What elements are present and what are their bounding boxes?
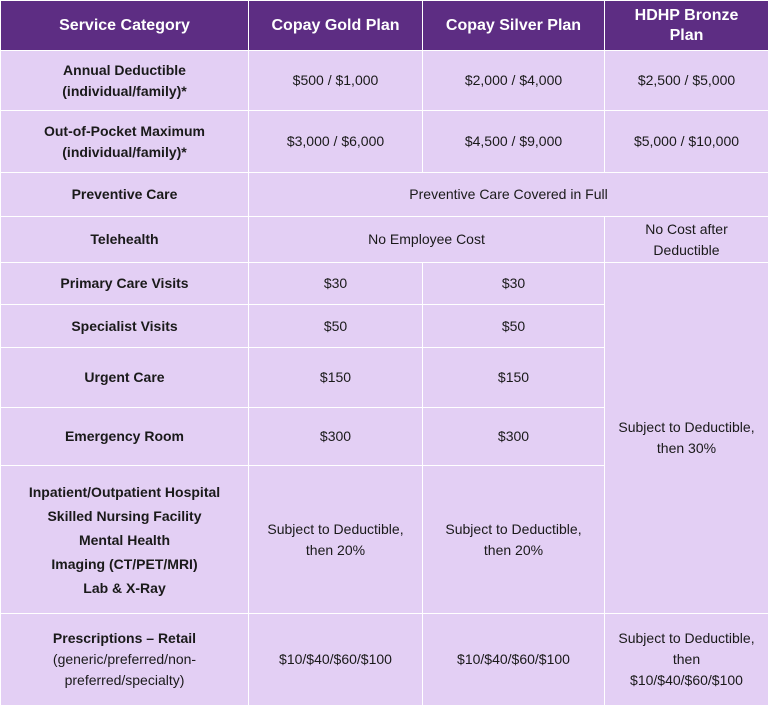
gold-deductible: $500 / $1,000 — [249, 51, 423, 111]
cell-line: Deductible — [609, 240, 764, 261]
gold-silver-telehealth: No Employee Cost — [249, 217, 605, 263]
silver-primary-care: $30 — [423, 263, 605, 305]
gold-oop: $3,000 / $6,000 — [249, 111, 423, 173]
gold-primary-care: $30 — [249, 263, 423, 305]
cell-line: Subject to Deductible, — [609, 417, 764, 438]
silver-deductible: $2,000 / $4,000 — [423, 51, 605, 111]
cell-line: then 30% — [609, 438, 764, 459]
cat-line: Inpatient/Outpatient Hospital — [5, 480, 244, 504]
gold-hospital-services — [249, 466, 423, 614]
cat-annual-deductible — [1, 51, 249, 111]
gold-urgent-care: $150 — [249, 348, 423, 408]
header-bronze-line1: HDHP Bronze — [609, 6, 764, 26]
cell-line: No Cost after — [609, 219, 764, 240]
bronze-oop: $5,000 / $10,000 — [605, 111, 768, 173]
cat-prescriptions-retail — [1, 614, 249, 706]
cat-line: Imaging (CT/PET/MRI) — [5, 552, 244, 576]
cell-line: $10/$40/$60/$100 — [609, 670, 764, 691]
header-copay-silver-plan: Copay Silver Plan — [423, 1, 605, 51]
all-plans-preventive: Preventive Care Covered in Full — [249, 173, 768, 217]
cell-line: Subject to Deductible, — [427, 519, 600, 540]
cat-emergency-room: Emergency Room — [1, 408, 249, 466]
cat-line: Lab & X-Ray — [5, 576, 244, 600]
gold-specialist: $50 — [249, 305, 423, 348]
row-telehealth — [1, 217, 768, 263]
cat-line: Skilled Nursing Facility — [5, 504, 244, 528]
cell-line: then 20% — [253, 540, 418, 561]
cell-line: then — [609, 649, 764, 670]
cat-line: Out-of-Pocket Maximum — [5, 121, 244, 142]
cat-line: Mental Health — [5, 528, 244, 552]
cat-specialist-visits: Specialist Visits — [1, 305, 249, 348]
header-copay-gold-plan: Copay Gold Plan — [249, 1, 423, 51]
bronze-prescriptions — [605, 614, 768, 706]
cell-line: Subject to Deductible, — [253, 519, 418, 540]
header-hdhp-bronze-plan — [605, 1, 768, 51]
gold-emergency-room: $300 — [249, 408, 423, 466]
cat-line: Annual Deductible — [5, 60, 244, 81]
cat-urgent-care: Urgent Care — [1, 348, 249, 408]
row-primary-care — [1, 263, 768, 305]
cat-out-of-pocket-max — [1, 111, 249, 173]
row-annual-deductible — [1, 51, 768, 111]
cat-subline: preferred/specialty) — [5, 670, 244, 691]
silver-emergency-room: $300 — [423, 408, 605, 466]
cat-preventive-care: Preventive Care — [1, 173, 249, 217]
header-row — [1, 1, 768, 51]
silver-urgent-care: $150 — [423, 348, 605, 408]
silver-oop: $4,500 / $9,000 — [423, 111, 605, 173]
row-prescriptions-retail — [1, 614, 768, 706]
row-out-of-pocket-max — [1, 111, 768, 173]
bronze-subject-to-deductible-30 — [605, 263, 768, 614]
header-service-category: Service Category — [1, 1, 249, 51]
header-bronze-line2: Plan — [609, 26, 764, 46]
silver-hospital-services — [423, 466, 605, 614]
gold-prescriptions: $10/$40/$60/$100 — [249, 614, 423, 706]
cat-primary-care: Primary Care Visits — [1, 263, 249, 305]
cat-subline: (generic/preferred/non- — [5, 649, 244, 670]
cell-line: then 20% — [427, 540, 600, 561]
cat-hospital-services — [1, 466, 249, 614]
cat-line: Prescriptions – Retail — [5, 628, 244, 649]
cell-line: Subject to Deductible, — [609, 628, 764, 649]
row-preventive-care — [1, 173, 768, 217]
cat-line: (individual/family)* — [5, 81, 244, 102]
bronze-telehealth — [605, 217, 768, 263]
bronze-deductible: $2,500 / $5,000 — [605, 51, 768, 111]
cat-line: (individual/family)* — [5, 142, 244, 163]
silver-specialist: $50 — [423, 305, 605, 348]
cat-telehealth: Telehealth — [1, 217, 249, 263]
silver-prescriptions: $10/$40/$60/$100 — [423, 614, 605, 706]
